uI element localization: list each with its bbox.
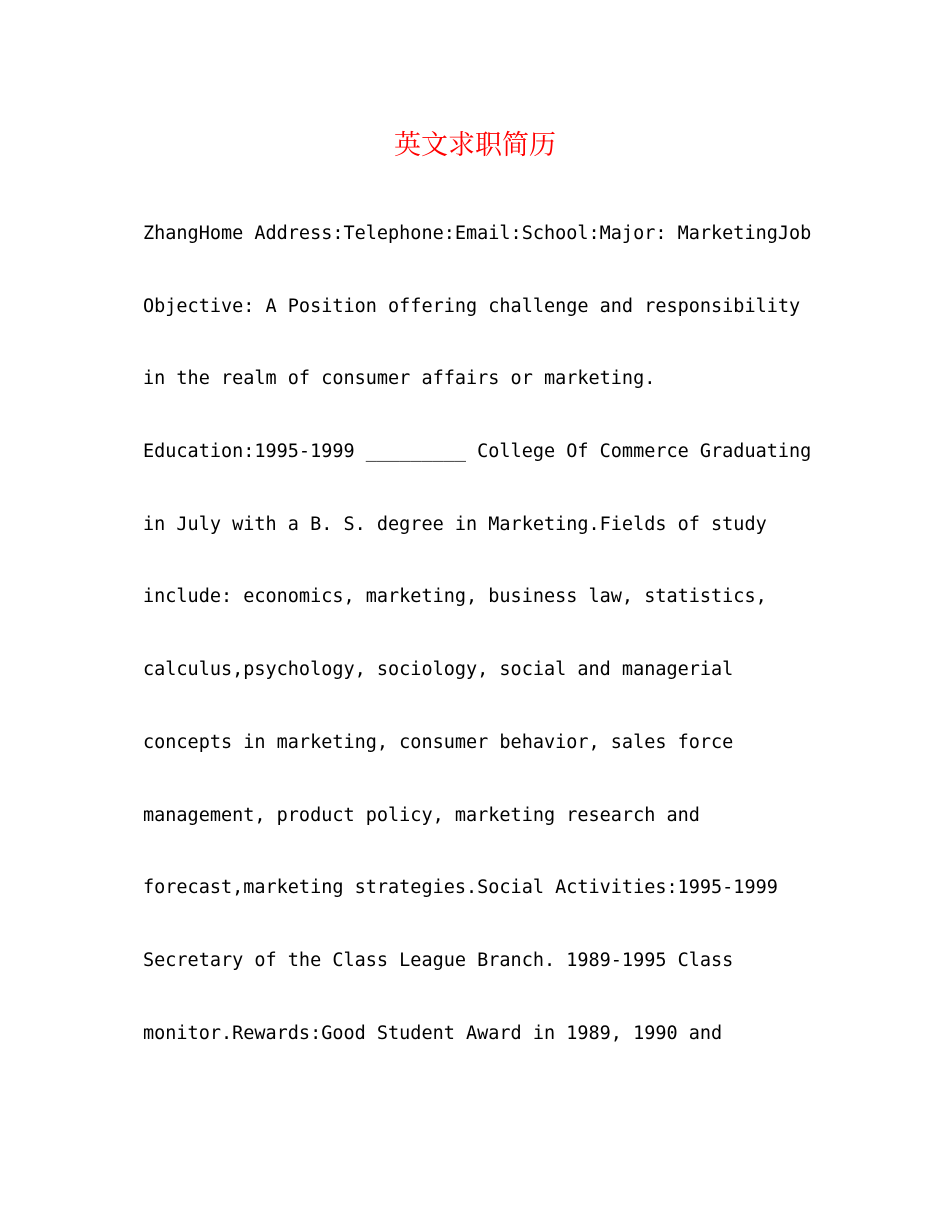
body-line: calculus,psychology, sociology, social and managerial (143, 659, 734, 681)
body-line: forecast,marketing strategies.Social Activities:1995-1999 (143, 877, 778, 899)
body-line: in July with a B. S. degree in Marketing.Fields of study (143, 513, 767, 535)
body-line: include: economics, marketing, business law, statistics, (143, 586, 767, 608)
body-line: management, product policy, marketing research and (143, 804, 700, 826)
body-line: Secretary of the Class League Branch. 1989-1995 Class (143, 949, 734, 971)
body-line: monitor.Rewards:Good Student Award in 1989, 1990 and (143, 1022, 723, 1044)
document-title: 英文求职简历 (394, 130, 556, 161)
resume-body (143, 216, 823, 1088)
body-line: Objective: A Position offering challenge and responsibility (143, 295, 801, 317)
body-line: ZhangHome Address:Telephone:Email:School:Major: MarketingJob (143, 223, 812, 244)
body-line: Education:1995-1999 _________ College Of Commerce Graduating (143, 441, 812, 463)
body-line: concepts in marketing, consumer behavior, sales force (143, 731, 734, 753)
body-line: in the realm of consumer affairs or marketing. (143, 368, 656, 390)
